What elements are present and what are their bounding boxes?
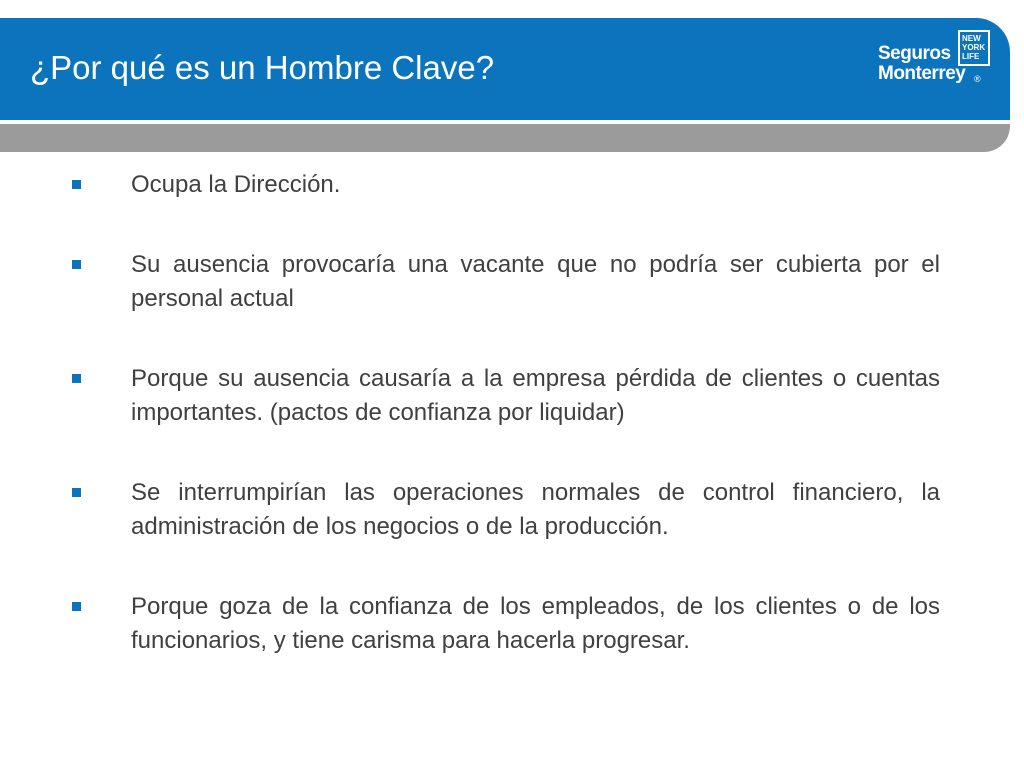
registered-mark: ® [974, 74, 981, 84]
square-bullet-icon [72, 260, 81, 269]
square-bullet-icon [72, 374, 81, 383]
bullet-text: Se interrumpirían las operaciones normales de control financiero, la administración de los negocios o de la producción. [131, 479, 940, 540]
bullet-item [68, 476, 940, 544]
seguros-monterrey-logo [878, 30, 996, 98]
badge-word-new: NEW [962, 34, 981, 43]
bullet-text: Porque goza de la confianza de los empleados, de los clientes o de los funcionarios, y tiene carisma para hacerla progresar. [131, 593, 940, 654]
badge-word-york: YORK [962, 43, 986, 52]
square-bullet-icon [72, 488, 81, 497]
slide-title: ¿Por qué es un Hombre Clave? [30, 49, 495, 86]
header-sub-band [0, 124, 1010, 152]
logo-word-monterrey: Monterrey [878, 63, 966, 84]
square-bullet-icon [72, 180, 81, 189]
bullet-list [68, 168, 940, 658]
square-bullet-icon [72, 602, 81, 611]
bullet-item [68, 590, 940, 658]
bullet-text: Porque su ausencia causaría a la empresa pérdida de clientes o cuentas importantes. (pactos de confianza por liquidar) [131, 365, 940, 426]
bullet-item [68, 168, 940, 202]
bullet-item [68, 248, 940, 316]
logo-word-seguros: Seguros [878, 43, 951, 64]
bullet-text: Ocupa la Dirección. [131, 171, 341, 198]
logo-wordmark [878, 44, 965, 84]
bullet-item [68, 362, 940, 430]
badge-word-life: LIFE [962, 52, 980, 61]
bullet-text: Su ausencia provocaría una vacante que no podría ser cubierta por el personal actual [131, 251, 940, 312]
new-york-life-badge [958, 30, 990, 66]
